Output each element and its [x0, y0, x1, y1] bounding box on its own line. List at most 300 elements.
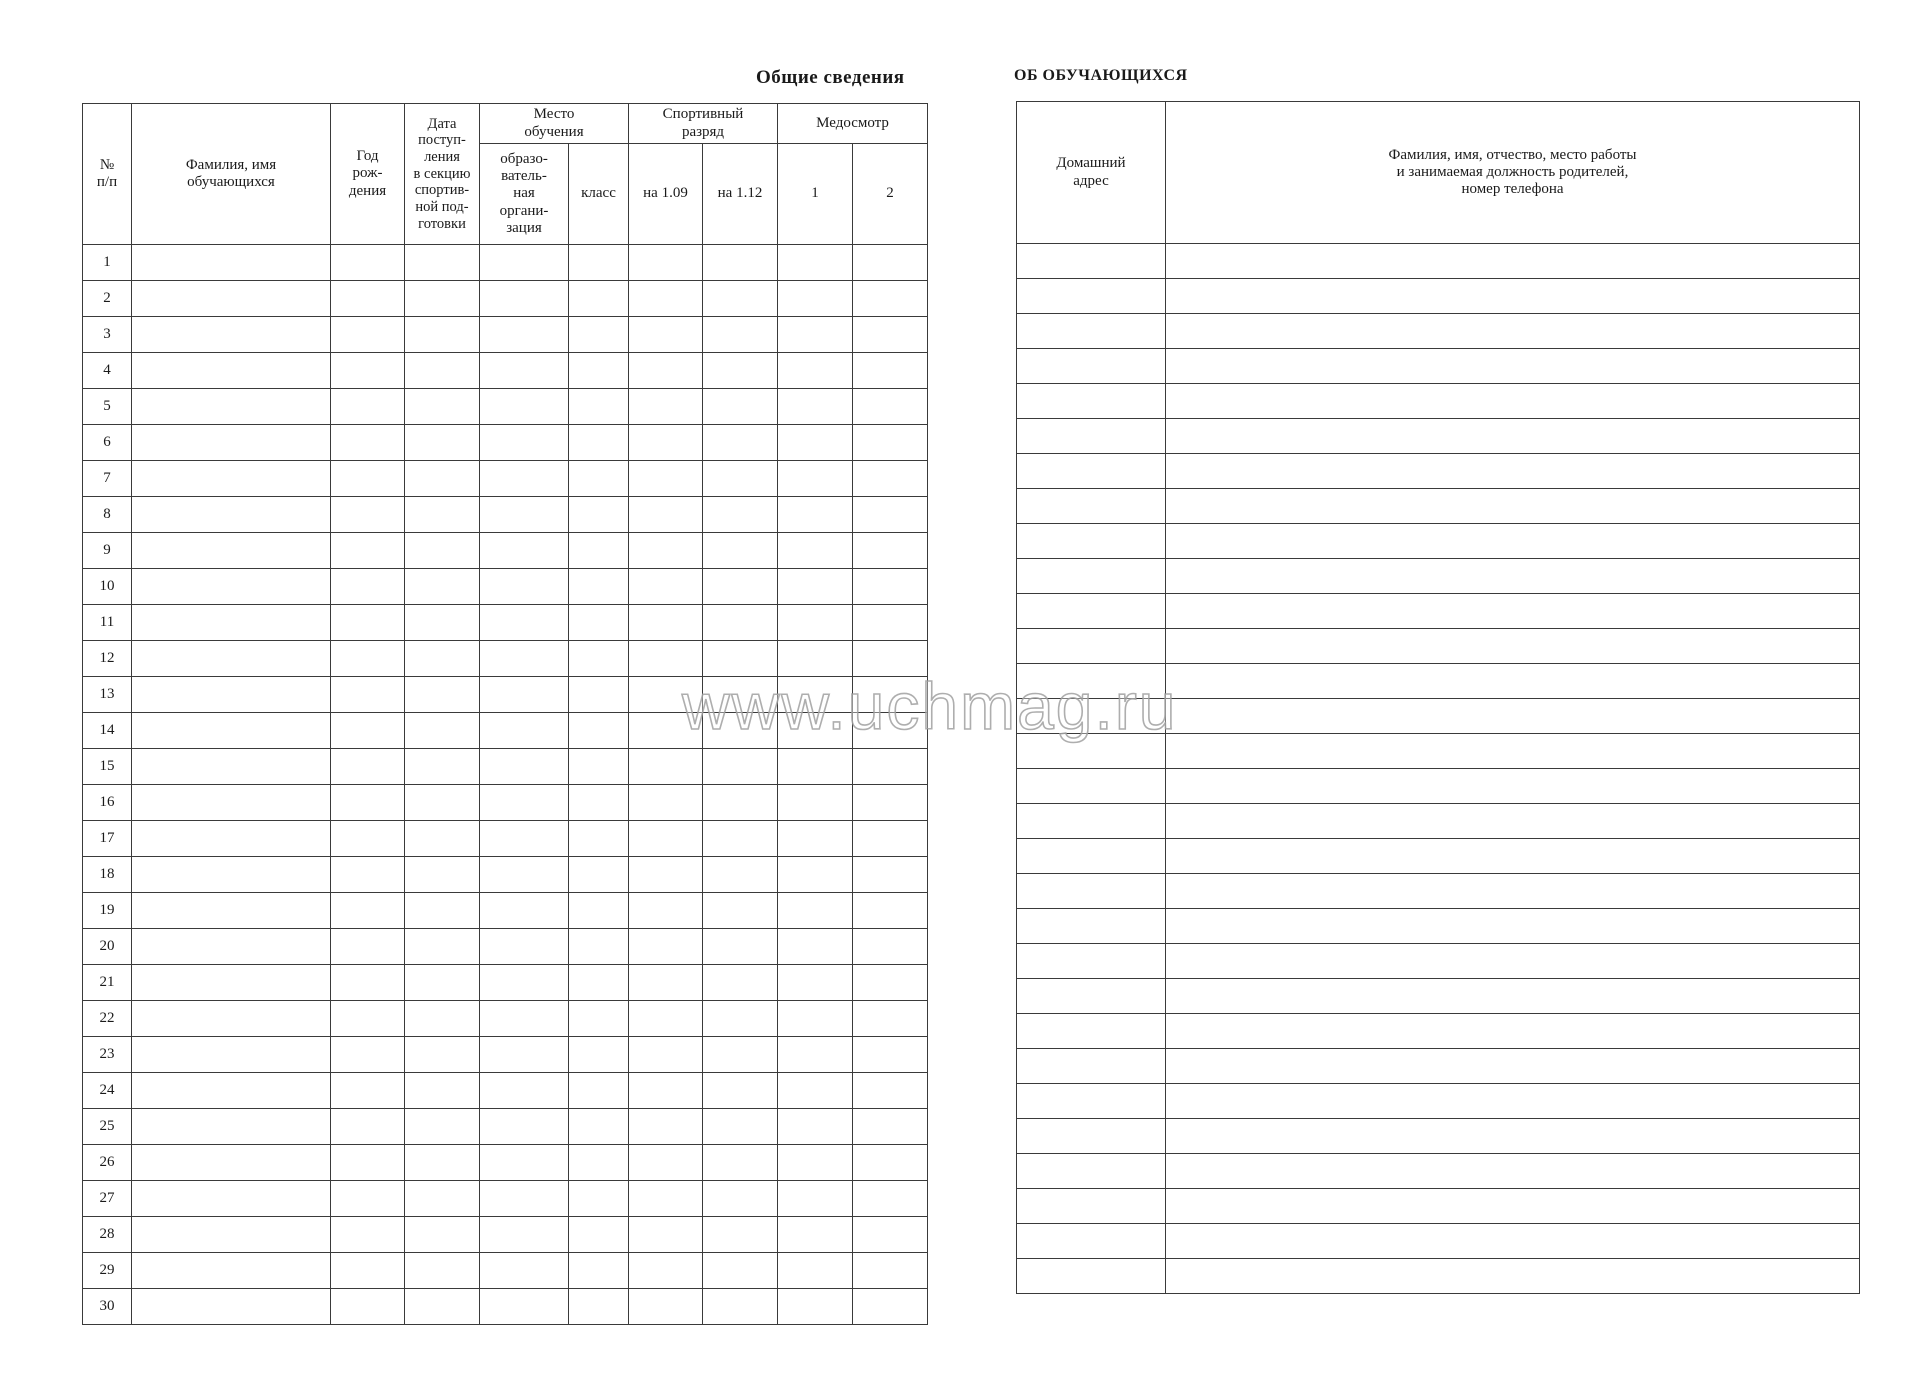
- empty-cell[interactable]: [569, 425, 629, 461]
- empty-cell[interactable]: [629, 965, 703, 1001]
- empty-cell[interactable]: [778, 533, 853, 569]
- empty-cell[interactable]: [132, 389, 331, 425]
- empty-cell[interactable]: [853, 785, 928, 821]
- address-cell[interactable]: [1017, 979, 1166, 1014]
- empty-cell[interactable]: [569, 533, 629, 569]
- empty-cell[interactable]: [480, 857, 569, 893]
- empty-cell[interactable]: [480, 1037, 569, 1073]
- empty-cell[interactable]: [853, 389, 928, 425]
- empty-cell[interactable]: [629, 749, 703, 785]
- empty-cell[interactable]: [569, 893, 629, 929]
- empty-cell[interactable]: [853, 1073, 928, 1109]
- empty-cell[interactable]: [778, 929, 853, 965]
- empty-cell[interactable]: [569, 389, 629, 425]
- empty-cell[interactable]: [331, 1145, 405, 1181]
- empty-cell[interactable]: [778, 1073, 853, 1109]
- empty-cell[interactable]: [703, 425, 778, 461]
- empty-cell[interactable]: [703, 1181, 778, 1217]
- empty-cell[interactable]: [778, 281, 853, 317]
- empty-cell[interactable]: [132, 965, 331, 1001]
- empty-cell[interactable]: [569, 1145, 629, 1181]
- empty-cell[interactable]: [853, 281, 928, 317]
- empty-cell[interactable]: [405, 605, 480, 641]
- empty-cell[interactable]: [629, 317, 703, 353]
- empty-cell[interactable]: [629, 533, 703, 569]
- empty-cell[interactable]: [331, 353, 405, 389]
- empty-cell[interactable]: [778, 641, 853, 677]
- empty-cell[interactable]: [331, 929, 405, 965]
- empty-cell[interactable]: [132, 281, 331, 317]
- empty-cell[interactable]: [331, 389, 405, 425]
- empty-cell[interactable]: [405, 785, 480, 821]
- parents-cell[interactable]: [1166, 944, 1860, 979]
- address-cell[interactable]: [1017, 1259, 1166, 1294]
- empty-cell[interactable]: [569, 1037, 629, 1073]
- empty-cell[interactable]: [778, 245, 853, 281]
- empty-cell[interactable]: [778, 389, 853, 425]
- empty-cell[interactable]: [331, 569, 405, 605]
- empty-cell[interactable]: [405, 569, 480, 605]
- empty-cell[interactable]: [331, 1109, 405, 1145]
- empty-cell[interactable]: [703, 461, 778, 497]
- empty-cell[interactable]: [853, 533, 928, 569]
- empty-cell[interactable]: [778, 893, 853, 929]
- address-cell[interactable]: [1017, 1154, 1166, 1189]
- empty-cell[interactable]: [629, 713, 703, 749]
- empty-cell[interactable]: [629, 1181, 703, 1217]
- empty-cell[interactable]: [132, 425, 331, 461]
- address-cell[interactable]: [1017, 629, 1166, 664]
- empty-cell[interactable]: [703, 785, 778, 821]
- empty-cell[interactable]: [703, 533, 778, 569]
- empty-cell[interactable]: [405, 641, 480, 677]
- address-cell[interactable]: [1017, 314, 1166, 349]
- empty-cell[interactable]: [480, 245, 569, 281]
- empty-cell[interactable]: [405, 857, 480, 893]
- empty-cell[interactable]: [629, 389, 703, 425]
- empty-cell[interactable]: [629, 605, 703, 641]
- parents-cell[interactable]: [1166, 1189, 1860, 1224]
- empty-cell[interactable]: [778, 677, 853, 713]
- empty-cell[interactable]: [569, 1253, 629, 1289]
- empty-cell[interactable]: [331, 1217, 405, 1253]
- empty-cell[interactable]: [331, 857, 405, 893]
- empty-cell[interactable]: [853, 1037, 928, 1073]
- empty-cell[interactable]: [132, 1181, 331, 1217]
- empty-cell[interactable]: [778, 461, 853, 497]
- empty-cell[interactable]: [331, 281, 405, 317]
- empty-cell[interactable]: [629, 677, 703, 713]
- parents-cell[interactable]: [1166, 839, 1860, 874]
- empty-cell[interactable]: [132, 641, 331, 677]
- empty-cell[interactable]: [331, 1037, 405, 1073]
- empty-cell[interactable]: [480, 605, 569, 641]
- empty-cell[interactable]: [331, 605, 405, 641]
- empty-cell[interactable]: [405, 425, 480, 461]
- empty-cell[interactable]: [480, 533, 569, 569]
- empty-cell[interactable]: [132, 1109, 331, 1145]
- empty-cell[interactable]: [132, 1289, 331, 1325]
- empty-cell[interactable]: [703, 677, 778, 713]
- parents-cell[interactable]: [1166, 979, 1860, 1014]
- parents-cell[interactable]: [1166, 279, 1860, 314]
- empty-cell[interactable]: [569, 929, 629, 965]
- empty-cell[interactable]: [405, 893, 480, 929]
- empty-cell[interactable]: [778, 1145, 853, 1181]
- empty-cell[interactable]: [853, 677, 928, 713]
- empty-cell[interactable]: [331, 533, 405, 569]
- empty-cell[interactable]: [132, 317, 331, 353]
- empty-cell[interactable]: [569, 569, 629, 605]
- parents-cell[interactable]: [1166, 244, 1860, 279]
- empty-cell[interactable]: [132, 1145, 331, 1181]
- address-cell[interactable]: [1017, 839, 1166, 874]
- parents-cell[interactable]: [1166, 629, 1860, 664]
- empty-cell[interactable]: [132, 857, 331, 893]
- empty-cell[interactable]: [703, 857, 778, 893]
- empty-cell[interactable]: [629, 1217, 703, 1253]
- parents-cell[interactable]: [1166, 1014, 1860, 1049]
- empty-cell[interactable]: [569, 245, 629, 281]
- empty-cell[interactable]: [480, 893, 569, 929]
- empty-cell[interactable]: [569, 965, 629, 1001]
- empty-cell[interactable]: [778, 713, 853, 749]
- empty-cell[interactable]: [480, 1253, 569, 1289]
- parents-cell[interactable]: [1166, 349, 1860, 384]
- empty-cell[interactable]: [132, 749, 331, 785]
- address-cell[interactable]: [1017, 1189, 1166, 1224]
- empty-cell[interactable]: [853, 1181, 928, 1217]
- empty-cell[interactable]: [480, 713, 569, 749]
- empty-cell[interactable]: [480, 461, 569, 497]
- empty-cell[interactable]: [703, 281, 778, 317]
- empty-cell[interactable]: [132, 353, 331, 389]
- empty-cell[interactable]: [778, 425, 853, 461]
- empty-cell[interactable]: [629, 821, 703, 857]
- empty-cell[interactable]: [853, 569, 928, 605]
- empty-cell[interactable]: [569, 677, 629, 713]
- address-cell[interactable]: [1017, 909, 1166, 944]
- empty-cell[interactable]: [569, 1217, 629, 1253]
- empty-cell[interactable]: [405, 1001, 480, 1037]
- empty-cell[interactable]: [853, 497, 928, 533]
- empty-cell[interactable]: [853, 965, 928, 1001]
- empty-cell[interactable]: [703, 1037, 778, 1073]
- empty-cell[interactable]: [132, 245, 331, 281]
- address-cell[interactable]: [1017, 1084, 1166, 1119]
- empty-cell[interactable]: [853, 713, 928, 749]
- parents-cell[interactable]: [1166, 1119, 1860, 1154]
- empty-cell[interactable]: [480, 749, 569, 785]
- empty-cell[interactable]: [480, 965, 569, 1001]
- address-cell[interactable]: [1017, 874, 1166, 909]
- empty-cell[interactable]: [629, 1037, 703, 1073]
- empty-cell[interactable]: [480, 1145, 569, 1181]
- empty-cell[interactable]: [569, 1073, 629, 1109]
- empty-cell[interactable]: [629, 1289, 703, 1325]
- empty-cell[interactable]: [331, 1073, 405, 1109]
- empty-cell[interactable]: [480, 1217, 569, 1253]
- empty-cell[interactable]: [703, 1289, 778, 1325]
- empty-cell[interactable]: [405, 1181, 480, 1217]
- empty-cell[interactable]: [629, 281, 703, 317]
- empty-cell[interactable]: [480, 641, 569, 677]
- empty-cell[interactable]: [629, 245, 703, 281]
- address-cell[interactable]: [1017, 244, 1166, 279]
- empty-cell[interactable]: [480, 1073, 569, 1109]
- parents-cell[interactable]: [1166, 874, 1860, 909]
- empty-cell[interactable]: [405, 1253, 480, 1289]
- address-cell[interactable]: [1017, 524, 1166, 559]
- empty-cell[interactable]: [778, 1001, 853, 1037]
- empty-cell[interactable]: [629, 1109, 703, 1145]
- parents-cell[interactable]: [1166, 1224, 1860, 1259]
- empty-cell[interactable]: [703, 929, 778, 965]
- empty-cell[interactable]: [703, 317, 778, 353]
- empty-cell[interactable]: [405, 281, 480, 317]
- parents-cell[interactable]: [1166, 699, 1860, 734]
- empty-cell[interactable]: [629, 425, 703, 461]
- empty-cell[interactable]: [405, 749, 480, 785]
- empty-cell[interactable]: [480, 389, 569, 425]
- empty-cell[interactable]: [778, 1289, 853, 1325]
- empty-cell[interactable]: [778, 857, 853, 893]
- empty-cell[interactable]: [853, 1253, 928, 1289]
- parents-cell[interactable]: [1166, 1084, 1860, 1119]
- empty-cell[interactable]: [853, 425, 928, 461]
- empty-cell[interactable]: [480, 281, 569, 317]
- empty-cell[interactable]: [778, 1037, 853, 1073]
- empty-cell[interactable]: [569, 605, 629, 641]
- address-cell[interactable]: [1017, 734, 1166, 769]
- parents-cell[interactable]: [1166, 524, 1860, 559]
- empty-cell[interactable]: [629, 929, 703, 965]
- empty-cell[interactable]: [778, 785, 853, 821]
- empty-cell[interactable]: [132, 1073, 331, 1109]
- empty-cell[interactable]: [853, 1145, 928, 1181]
- empty-cell[interactable]: [331, 749, 405, 785]
- empty-cell[interactable]: [629, 857, 703, 893]
- address-cell[interactable]: [1017, 1014, 1166, 1049]
- empty-cell[interactable]: [405, 245, 480, 281]
- empty-cell[interactable]: [480, 785, 569, 821]
- address-cell[interactable]: [1017, 699, 1166, 734]
- empty-cell[interactable]: [132, 821, 331, 857]
- address-cell[interactable]: [1017, 384, 1166, 419]
- parents-cell[interactable]: [1166, 664, 1860, 699]
- empty-cell[interactable]: [405, 533, 480, 569]
- empty-cell[interactable]: [405, 929, 480, 965]
- empty-cell[interactable]: [405, 1109, 480, 1145]
- empty-cell[interactable]: [480, 353, 569, 389]
- empty-cell[interactable]: [331, 893, 405, 929]
- parents-cell[interactable]: [1166, 454, 1860, 489]
- empty-cell[interactable]: [331, 1253, 405, 1289]
- empty-cell[interactable]: [132, 1037, 331, 1073]
- empty-cell[interactable]: [331, 677, 405, 713]
- empty-cell[interactable]: [853, 1109, 928, 1145]
- empty-cell[interactable]: [132, 1217, 331, 1253]
- empty-cell[interactable]: [405, 317, 480, 353]
- empty-cell[interactable]: [629, 1073, 703, 1109]
- empty-cell[interactable]: [853, 821, 928, 857]
- address-cell[interactable]: [1017, 419, 1166, 454]
- parents-cell[interactable]: [1166, 489, 1860, 524]
- empty-cell[interactable]: [703, 893, 778, 929]
- parents-cell[interactable]: [1166, 804, 1860, 839]
- empty-cell[interactable]: [629, 893, 703, 929]
- empty-cell[interactable]: [569, 461, 629, 497]
- empty-cell[interactable]: [480, 497, 569, 533]
- empty-cell[interactable]: [853, 461, 928, 497]
- address-cell[interactable]: [1017, 1224, 1166, 1259]
- empty-cell[interactable]: [331, 1001, 405, 1037]
- empty-cell[interactable]: [853, 641, 928, 677]
- empty-cell[interactable]: [480, 1109, 569, 1145]
- empty-cell[interactable]: [703, 1217, 778, 1253]
- parents-cell[interactable]: [1166, 734, 1860, 769]
- parents-cell[interactable]: [1166, 769, 1860, 804]
- empty-cell[interactable]: [480, 569, 569, 605]
- empty-cell[interactable]: [405, 389, 480, 425]
- empty-cell[interactable]: [853, 245, 928, 281]
- empty-cell[interactable]: [853, 749, 928, 785]
- parents-cell[interactable]: [1166, 314, 1860, 349]
- empty-cell[interactable]: [703, 1145, 778, 1181]
- empty-cell[interactable]: [132, 605, 331, 641]
- parents-cell[interactable]: [1166, 559, 1860, 594]
- address-cell[interactable]: [1017, 349, 1166, 384]
- empty-cell[interactable]: [132, 929, 331, 965]
- empty-cell[interactable]: [569, 317, 629, 353]
- empty-cell[interactable]: [132, 461, 331, 497]
- address-cell[interactable]: [1017, 769, 1166, 804]
- empty-cell[interactable]: [703, 641, 778, 677]
- empty-cell[interactable]: [569, 713, 629, 749]
- empty-cell[interactable]: [480, 677, 569, 713]
- empty-cell[interactable]: [405, 497, 480, 533]
- empty-cell[interactable]: [480, 425, 569, 461]
- address-cell[interactable]: [1017, 279, 1166, 314]
- empty-cell[interactable]: [480, 1001, 569, 1037]
- empty-cell[interactable]: [569, 641, 629, 677]
- parents-cell[interactable]: [1166, 1154, 1860, 1189]
- empty-cell[interactable]: [629, 353, 703, 389]
- empty-cell[interactable]: [480, 929, 569, 965]
- empty-cell[interactable]: [569, 1001, 629, 1037]
- empty-cell[interactable]: [480, 1181, 569, 1217]
- empty-cell[interactable]: [853, 857, 928, 893]
- empty-cell[interactable]: [569, 857, 629, 893]
- empty-cell[interactable]: [132, 893, 331, 929]
- empty-cell[interactable]: [703, 1073, 778, 1109]
- address-cell[interactable]: [1017, 1119, 1166, 1154]
- empty-cell[interactable]: [405, 1145, 480, 1181]
- empty-cell[interactable]: [778, 1109, 853, 1145]
- empty-cell[interactable]: [480, 821, 569, 857]
- empty-cell[interactable]: [405, 461, 480, 497]
- empty-cell[interactable]: [331, 497, 405, 533]
- empty-cell[interactable]: [331, 713, 405, 749]
- empty-cell[interactable]: [629, 785, 703, 821]
- empty-cell[interactable]: [132, 677, 331, 713]
- empty-cell[interactable]: [703, 713, 778, 749]
- empty-cell[interactable]: [132, 1001, 331, 1037]
- empty-cell[interactable]: [569, 749, 629, 785]
- empty-cell[interactable]: [405, 1217, 480, 1253]
- empty-cell[interactable]: [778, 749, 853, 785]
- address-cell[interactable]: [1017, 944, 1166, 979]
- empty-cell[interactable]: [853, 929, 928, 965]
- empty-cell[interactable]: [132, 497, 331, 533]
- empty-cell[interactable]: [703, 749, 778, 785]
- empty-cell[interactable]: [405, 1037, 480, 1073]
- empty-cell[interactable]: [629, 1001, 703, 1037]
- empty-cell[interactable]: [703, 821, 778, 857]
- empty-cell[interactable]: [629, 569, 703, 605]
- address-cell[interactable]: [1017, 804, 1166, 839]
- parents-cell[interactable]: [1166, 909, 1860, 944]
- empty-cell[interactable]: [132, 1253, 331, 1289]
- empty-cell[interactable]: [480, 1289, 569, 1325]
- parents-cell[interactable]: [1166, 419, 1860, 454]
- empty-cell[interactable]: [405, 1073, 480, 1109]
- empty-cell[interactable]: [629, 461, 703, 497]
- empty-cell[interactable]: [703, 389, 778, 425]
- parents-cell[interactable]: [1166, 1259, 1860, 1294]
- empty-cell[interactable]: [569, 1289, 629, 1325]
- empty-cell[interactable]: [703, 353, 778, 389]
- empty-cell[interactable]: [405, 353, 480, 389]
- empty-cell[interactable]: [132, 785, 331, 821]
- address-cell[interactable]: [1017, 664, 1166, 699]
- empty-cell[interactable]: [331, 641, 405, 677]
- address-cell[interactable]: [1017, 594, 1166, 629]
- empty-cell[interactable]: [331, 1181, 405, 1217]
- empty-cell[interactable]: [331, 317, 405, 353]
- parents-cell[interactable]: [1166, 594, 1860, 629]
- empty-cell[interactable]: [853, 1217, 928, 1253]
- empty-cell[interactable]: [703, 497, 778, 533]
- parents-cell[interactable]: [1166, 1049, 1860, 1084]
- empty-cell[interactable]: [331, 461, 405, 497]
- empty-cell[interactable]: [703, 245, 778, 281]
- empty-cell[interactable]: [569, 281, 629, 317]
- empty-cell[interactable]: [853, 317, 928, 353]
- empty-cell[interactable]: [853, 1001, 928, 1037]
- parents-cell[interactable]: [1166, 384, 1860, 419]
- empty-cell[interactable]: [629, 497, 703, 533]
- empty-cell[interactable]: [778, 1253, 853, 1289]
- empty-cell[interactable]: [405, 713, 480, 749]
- empty-cell[interactable]: [703, 1253, 778, 1289]
- empty-cell[interactable]: [629, 1145, 703, 1181]
- empty-cell[interactable]: [132, 569, 331, 605]
- empty-cell[interactable]: [331, 1289, 405, 1325]
- empty-cell[interactable]: [703, 1001, 778, 1037]
- empty-cell[interactable]: [778, 353, 853, 389]
- empty-cell[interactable]: [569, 785, 629, 821]
- empty-cell[interactable]: [405, 1289, 480, 1325]
- empty-cell[interactable]: [569, 1109, 629, 1145]
- empty-cell[interactable]: [703, 965, 778, 1001]
- empty-cell[interactable]: [569, 497, 629, 533]
- empty-cell[interactable]: [853, 1289, 928, 1325]
- address-cell[interactable]: [1017, 1049, 1166, 1084]
- empty-cell[interactable]: [405, 965, 480, 1001]
- empty-cell[interactable]: [405, 821, 480, 857]
- empty-cell[interactable]: [331, 821, 405, 857]
